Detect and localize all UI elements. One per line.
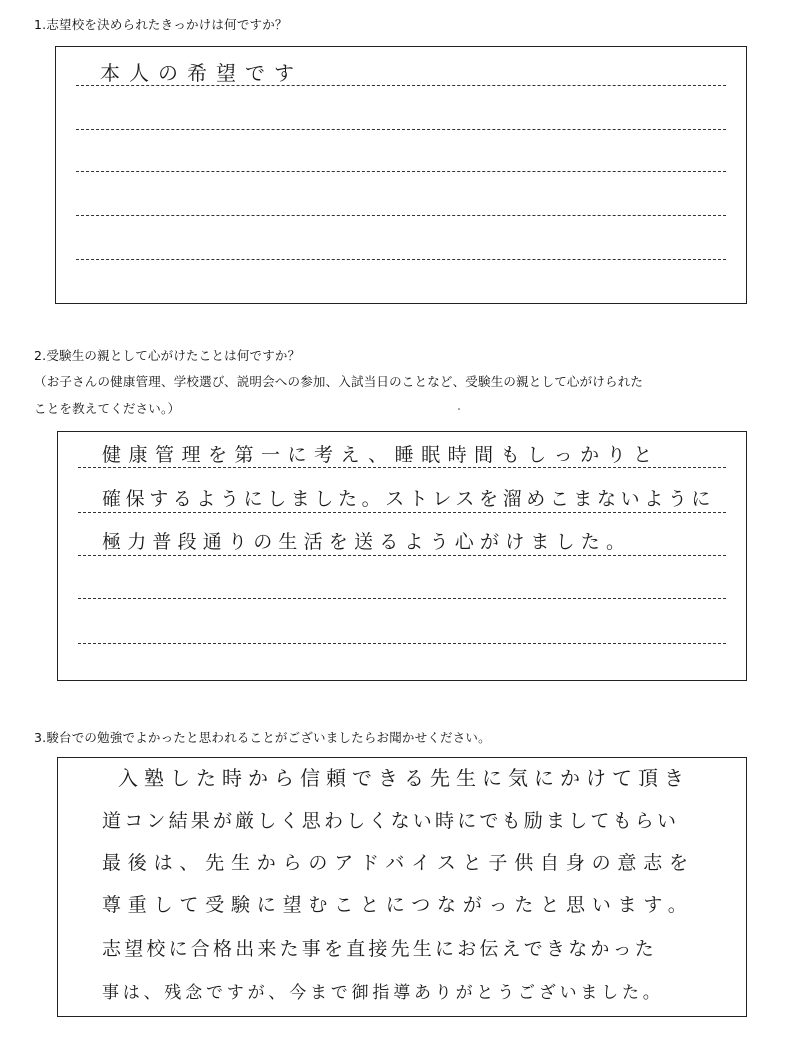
ruled-line (78, 555, 726, 556)
handwritten-answer-line: 健康管理を第一に考え、睡眠時間もしっかりと (102, 444, 660, 466)
question-2-note: （お子さんの健康管理、学校選び、説明会への参加、入試当日のことなど、受験生の親として心がけられた (34, 374, 644, 389)
scan-speck (458, 408, 460, 410)
ruled-line (76, 259, 726, 260)
handwritten-answer-line: 極力普段通りの生活を送るよう心がけました。 (102, 531, 632, 553)
handwritten-answer-line: 尊重して受験に望むことにつながったと思います。 (102, 894, 694, 916)
handwritten-answer-line: 確保するようにしました。ストレスを溜めこまないように (102, 488, 716, 510)
handwritten-answer-line: 本人の希望です (100, 61, 303, 85)
handwritten-answer-line: 道コン結果が厳しく思わしくない時にでも励ましてもらい (102, 810, 680, 832)
ruled-line (78, 467, 726, 468)
answer-box-3 (57, 757, 747, 1017)
handwritten-answer-line: 入塾した時から信頼できる先生に気にかけて頂き (118, 766, 690, 790)
question-3-label: 3.駿台での勉強でよかったと思われることがございましたらお聞かせください。 (34, 730, 491, 745)
ruled-line (78, 512, 726, 513)
question-1-label: 1.志望校を決められたきっかけは何ですか？ (34, 17, 288, 32)
question-2-note: ことを教えてください。） (34, 401, 181, 416)
ruled-line (76, 129, 726, 130)
handwritten-answer-line: 志望校に合格出来た事を直接先生にお伝えできなかった (102, 938, 658, 960)
answer-box-1 (55, 46, 747, 304)
ruled-line (78, 643, 726, 644)
question-2-label: 2.受験生の親として心がけたことは何ですか？ (34, 348, 301, 363)
ruled-line (78, 598, 726, 599)
answer-box-2 (57, 431, 747, 681)
ruled-line (76, 215, 726, 216)
ruled-line (76, 171, 726, 172)
handwritten-answer-line: 事は、残念ですが、今まで御指導ありがとうございました。 (102, 983, 664, 1003)
handwritten-answer-line: 最後は、先生からのアドバイスと子供自身の意志を (102, 852, 695, 874)
